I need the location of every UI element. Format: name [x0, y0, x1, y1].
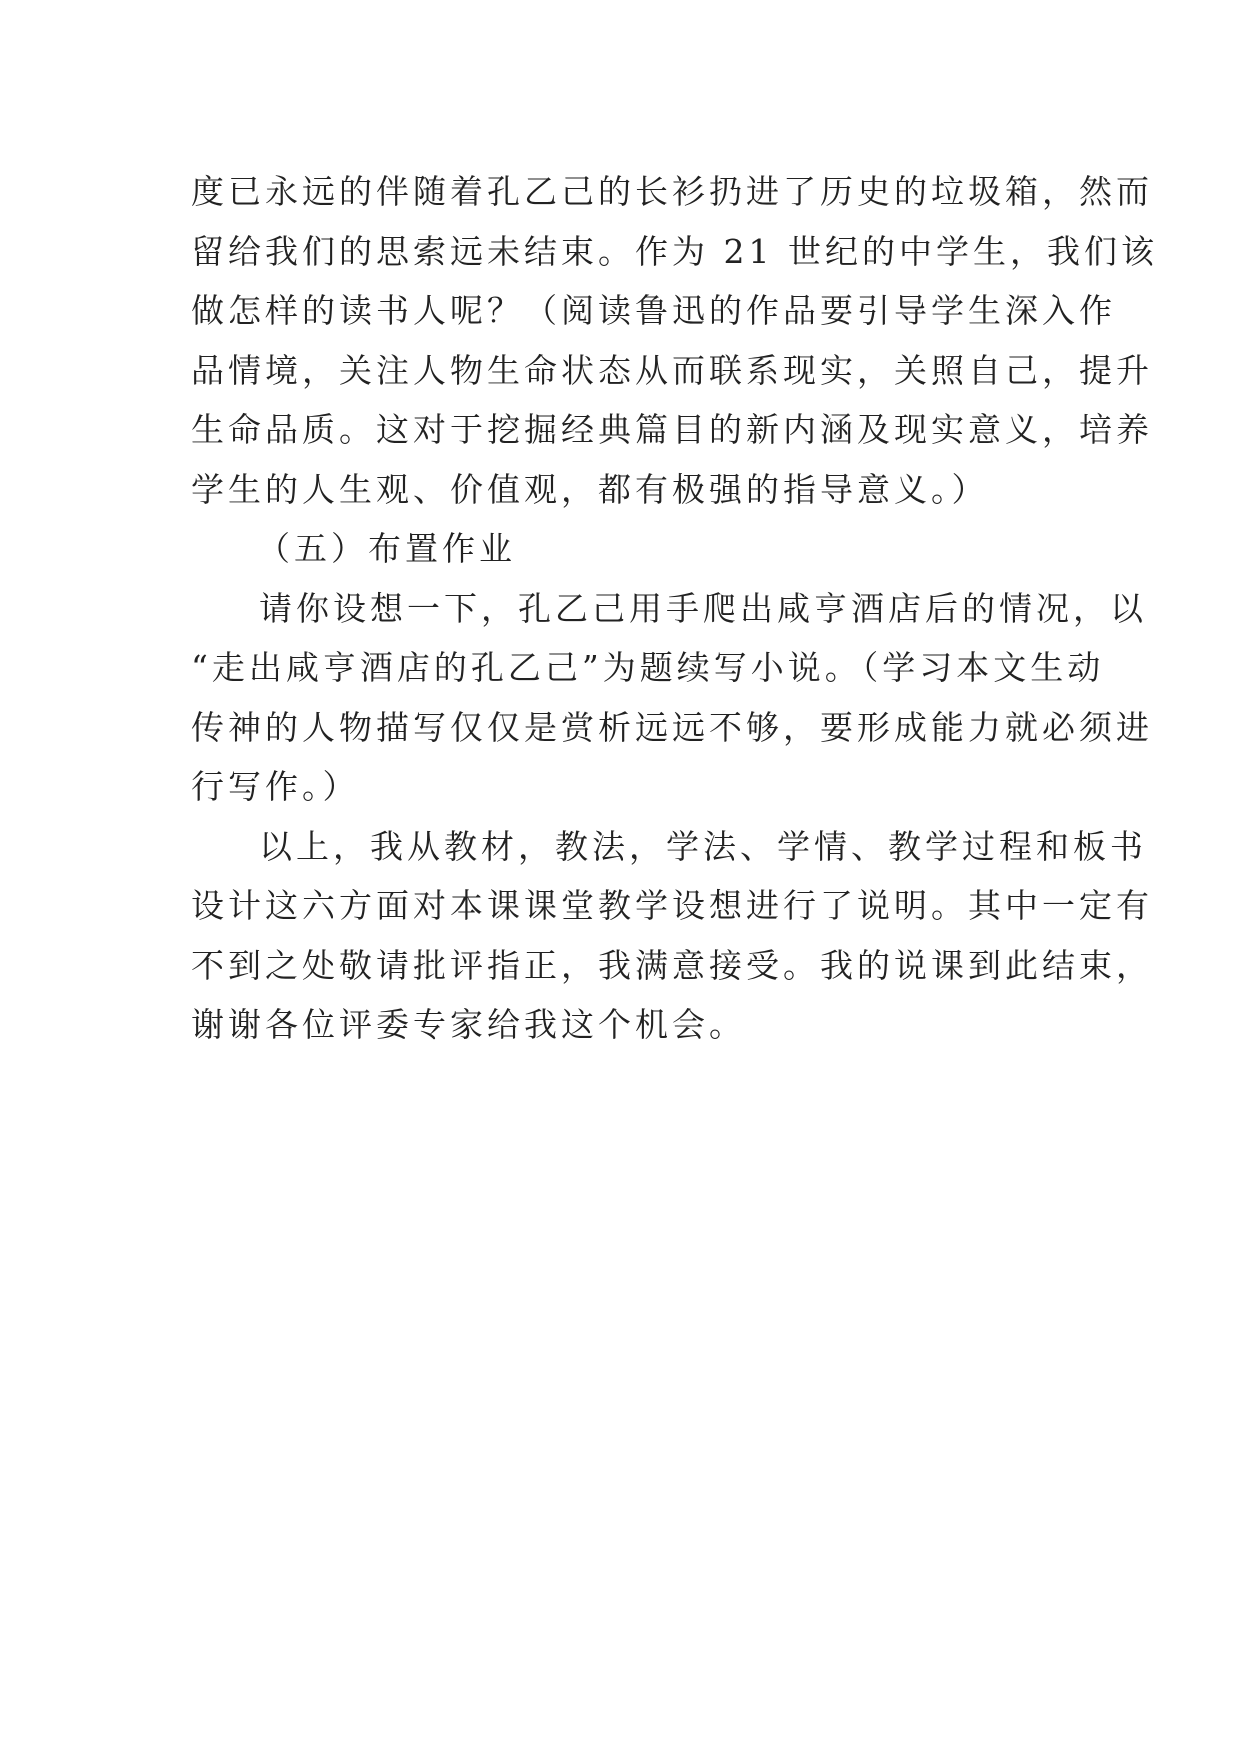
text-line: “走出咸亨酒店的孔乙己”为题续写小说。（学习本文生动	[191, 648, 1105, 687]
text-line: 行写作。）	[191, 767, 360, 806]
section-heading: （五）布置作业	[257, 529, 516, 568]
text-line: 留给我们的思索远未结束。作为 21 世纪的中学生，我们该	[191, 231, 1158, 271]
body-text	[191, 162, 1158, 1055]
text-line: 请你设想一下，孔乙己用手爬出咸亨酒店后的情况，以	[259, 588, 1147, 628]
text-line: 生命品质。这对于挖掘经典篇目的新内涵及现实意义，培养	[191, 410, 1153, 449]
text-line: 谢谢各位评委专家给我这个机会。	[191, 1005, 746, 1044]
text-line: 传神的人物描写仅仅是赏析远远不够，要形成能力就必须进	[191, 707, 1153, 747]
text-line: 学生的人生观、价值观，都有极强的指导意义。）	[191, 469, 989, 509]
text-line: 不到之处敬请批评指正，我满意接受。我的说课到此结束，	[191, 945, 1153, 985]
text-line: 品情境，关注人物生命状态从而联系现实，关照自己，提升	[191, 350, 1153, 390]
text-line: 做怎样的读书人呢？（阅读鲁迅的作品要引导学生深入作	[191, 291, 1116, 330]
text-line: 以上，我从教材，教法，学法、学情、教学过程和板书	[259, 826, 1147, 866]
text-line: 度已永远的伴随着孔乙己的长衫扔进了历史的垃圾箱，然而	[191, 172, 1153, 211]
text-line: 设计这六方面对本课课堂教学设想进行了说明。其中一定有	[191, 886, 1153, 925]
